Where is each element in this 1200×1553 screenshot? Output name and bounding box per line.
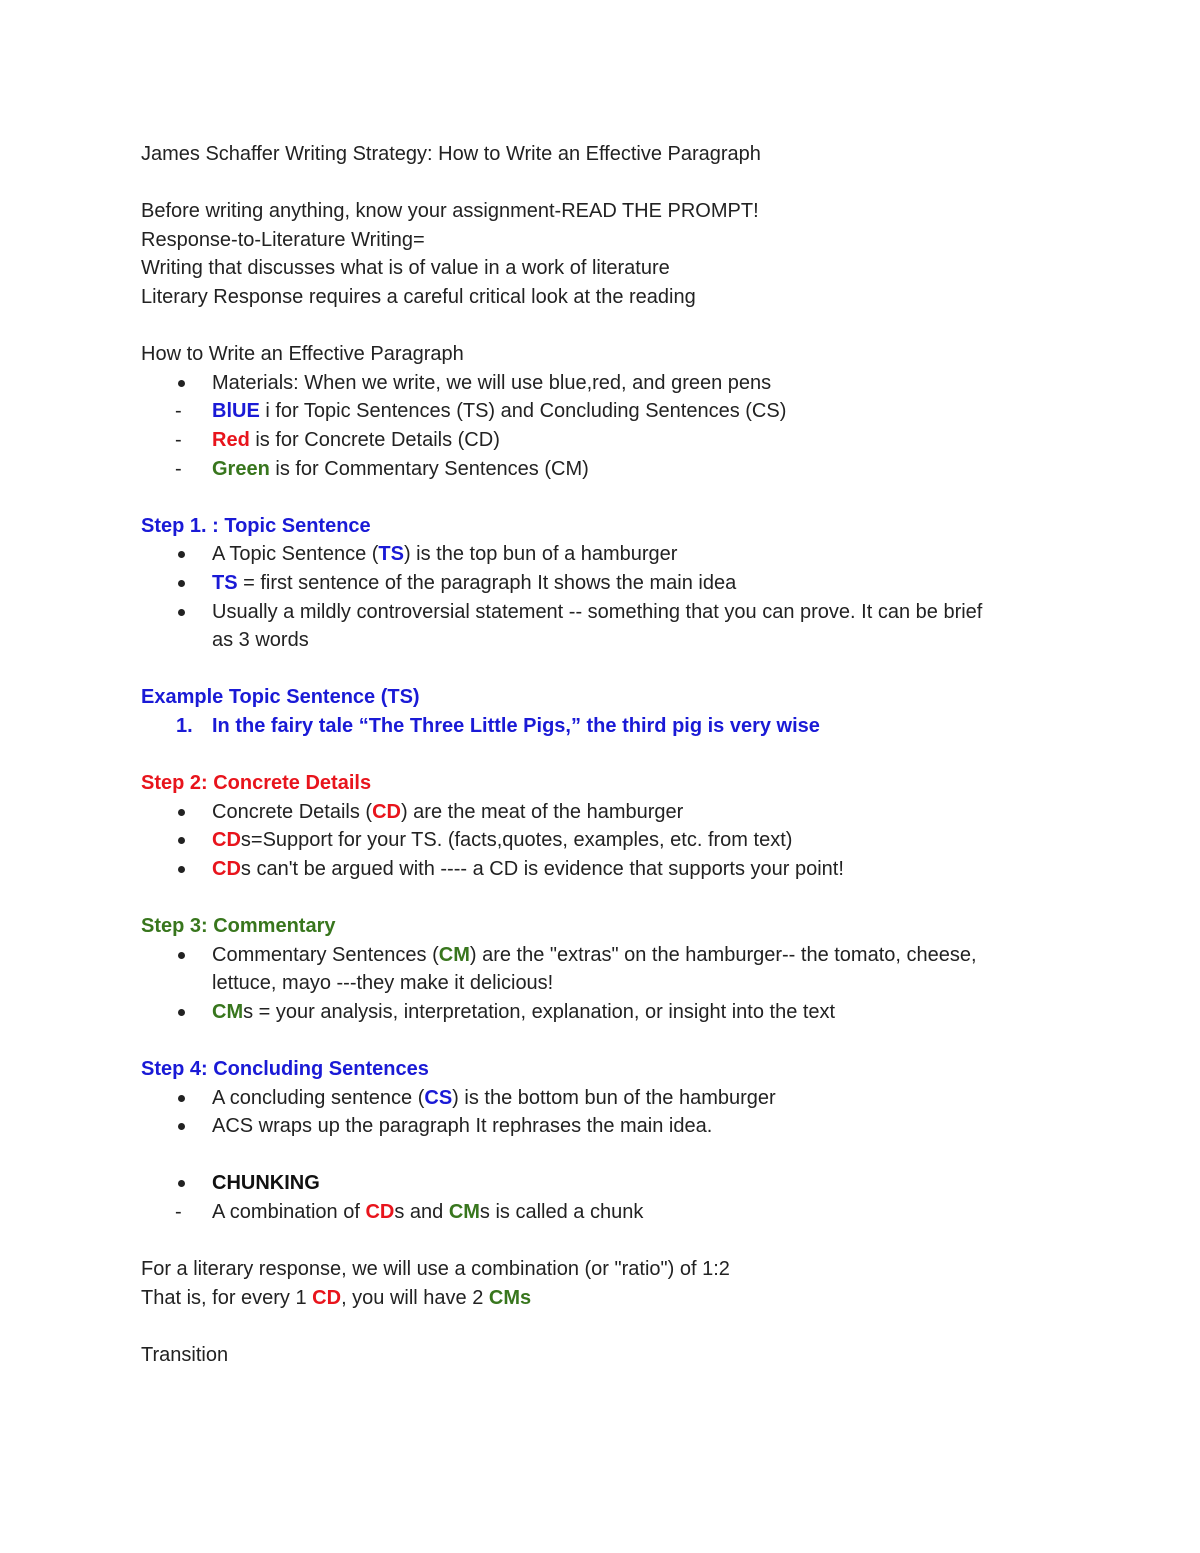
chunking-heading: CHUNKING	[141, 1169, 1061, 1198]
step1-item-3: Usually a mildly controversial statement -- something that you can prove. It can be brief	[141, 598, 1061, 627]
intro-line-2: Response-to-Literature Writing=	[141, 228, 425, 251]
example-item-1: 1. In the fairy tale “The Three Little Pigs,” the third pig is very wise	[176, 714, 820, 737]
list-item-blue: - BlUE i for Topic Sentences (TS) and Concluding Sentences (CS)	[175, 400, 787, 423]
ratio-line-1: For a literary response, we will use a combination (or "ratio") of 1:2	[141, 1258, 730, 1281]
step2-item-3: CDs can't be argued with ---- a CD is evidence that supports your point!	[141, 855, 1061, 884]
page-title: James Schaffer Writing Strategy: How to Write an Effective Paragraph	[141, 143, 761, 165]
ratio-line-2: That is, for every 1 CD, you will have 2 CMs	[141, 1286, 532, 1309]
example-heading: Example Topic Sentence (TS)	[141, 686, 420, 709]
step1-item-1: A Topic Sentence (TS) is the top bun of a hamburger	[141, 540, 1061, 569]
step1-item-2: TS = first sentence of the paragraph It shows the main idea	[141, 569, 1061, 598]
list-item-materials: Materials: When we write, we will use blue,red, and green pens	[141, 369, 1061, 398]
intro-line-1: Before writing anything, know your assignment-READ THE PROMPT!	[141, 200, 759, 223]
step1-heading: Step 1. : Topic Sentence	[141, 514, 371, 537]
step1-item-3-cont: as 3 words	[212, 629, 309, 652]
step3-heading: Step 3: Commentary	[141, 915, 336, 938]
step3-item-2: CMs = your analysis, interpretation, explanation, or insight into the text	[141, 998, 1061, 1027]
step4-heading: Step 4: Concluding Sentences	[141, 1058, 429, 1080]
step3-item-1: Commentary Sentences (CM) are the "extras" on the hamburger-- the tomato, cheese,	[141, 941, 1061, 970]
step3-item-1-cont: lettuce, mayo ---they make it delicious!	[212, 972, 554, 995]
step2-heading: Step 2: Concrete Details	[141, 772, 372, 795]
list-item-green: - Green is for Commentary Sentences (CM)	[175, 457, 589, 480]
intro-line-4: Literary Response requires a careful critical look at the reading	[141, 285, 696, 308]
document-body	[141, 140, 1061, 1370]
chunking-item: - A combination of CDs and CMs is called a chunk	[175, 1200, 644, 1223]
intro-line-3: Writing that discusses what is of value in a work of literature	[141, 257, 670, 280]
step2-item-2: CDs=Support for your TS. (facts,quotes, examples, etc. from text)	[141, 826, 1061, 855]
how-to-heading: How to Write an Effective Paragraph	[141, 343, 464, 366]
transition-label: Transition	[141, 1343, 229, 1366]
step2-item-1: Concrete Details (CD) are the meat of the hamburger	[141, 798, 1061, 827]
step4-item-1: A concluding sentence (CS) is the bottom bun of the hamburger	[141, 1084, 1061, 1113]
list-item-red: - Red is for Concrete Details (CD)	[175, 428, 500, 451]
step4-item-2: ACS wraps up the paragraph It rephrases the main idea.	[141, 1112, 1061, 1141]
